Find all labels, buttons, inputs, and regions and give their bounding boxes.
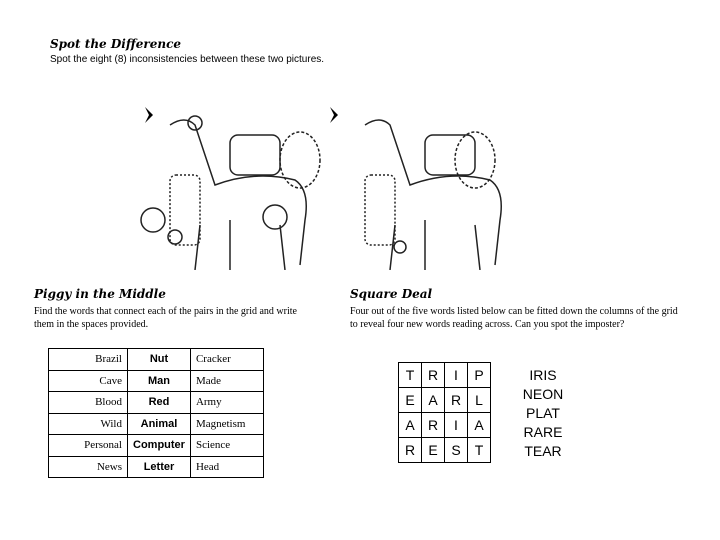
answer-cell[interactable]: Red [128,392,191,414]
left-word: Personal [49,435,128,457]
spot-description: Spot the eight (8) inconsistencies between these two pictures. [50,54,325,65]
answer-cell[interactable]: Computer [128,435,191,457]
grid-cell: A [468,413,491,438]
table-row [49,456,264,478]
answer-cell[interactable]: Nut [128,349,191,371]
grid-cell: T [399,363,422,388]
square-title: Square Deal [350,287,433,301]
left-word: Blood [49,392,128,414]
left-word: News [49,456,128,478]
word-list [512,366,574,461]
left-word: Wild [49,413,128,435]
grid-row [399,413,491,438]
piggy-grid [48,348,264,478]
table-row [49,413,264,435]
word-option: NEON [522,386,564,402]
left-word: Brazil [49,349,128,371]
camel-picture-right [325,95,525,270]
table-row [49,349,264,371]
grid-row [399,438,491,463]
grid-cell: S [445,438,468,463]
grid-cell: R [445,388,468,413]
word-option: TEAR [524,443,562,459]
spot-title: Spot the Difference [50,37,182,51]
right-word: Made [190,370,263,392]
piggy-title: Piggy in the Middle [34,287,166,301]
word-option: IRIS [529,367,557,383]
left-word: Cave [49,370,128,392]
grid-cell: T [468,438,491,463]
answer-cell[interactable]: Animal [128,413,191,435]
right-word: Cracker [190,349,263,371]
right-word: Head [190,456,263,478]
grid-cell: A [422,388,445,413]
camel-picture-left [130,95,330,270]
grid-row [399,363,491,388]
grid-cell: R [399,438,422,463]
table-row [49,435,264,457]
word-option: PLAT [526,405,560,421]
right-word: Army [190,392,263,414]
table-row [49,370,264,392]
grid-cell: R [422,363,445,388]
word-option: RARE [523,424,563,440]
grid-cell: I [445,363,468,388]
square-grid [398,362,491,463]
grid-cell: L [468,388,491,413]
grid-cell: P [468,363,491,388]
answer-cell[interactable]: Letter [128,456,191,478]
grid-cell: R [422,413,445,438]
piggy-description: Find the words that connect each of the pairs in the grid and write them in the spaces provided. [34,306,297,330]
grid-cell: E [422,438,445,463]
table-row [49,392,264,414]
answer-cell[interactable]: Man [128,370,191,392]
grid-cell: I [445,413,468,438]
square-description: Four out of the five words listed below can be fitted down the columns of the grid to reveal four new words reading across. Can you spot the imposter? [350,306,678,330]
right-word: Science [190,435,263,457]
right-word: Magnetism [190,413,263,435]
grid-cell: E [399,388,422,413]
grid-row [399,388,491,413]
grid-cell: A [399,413,422,438]
